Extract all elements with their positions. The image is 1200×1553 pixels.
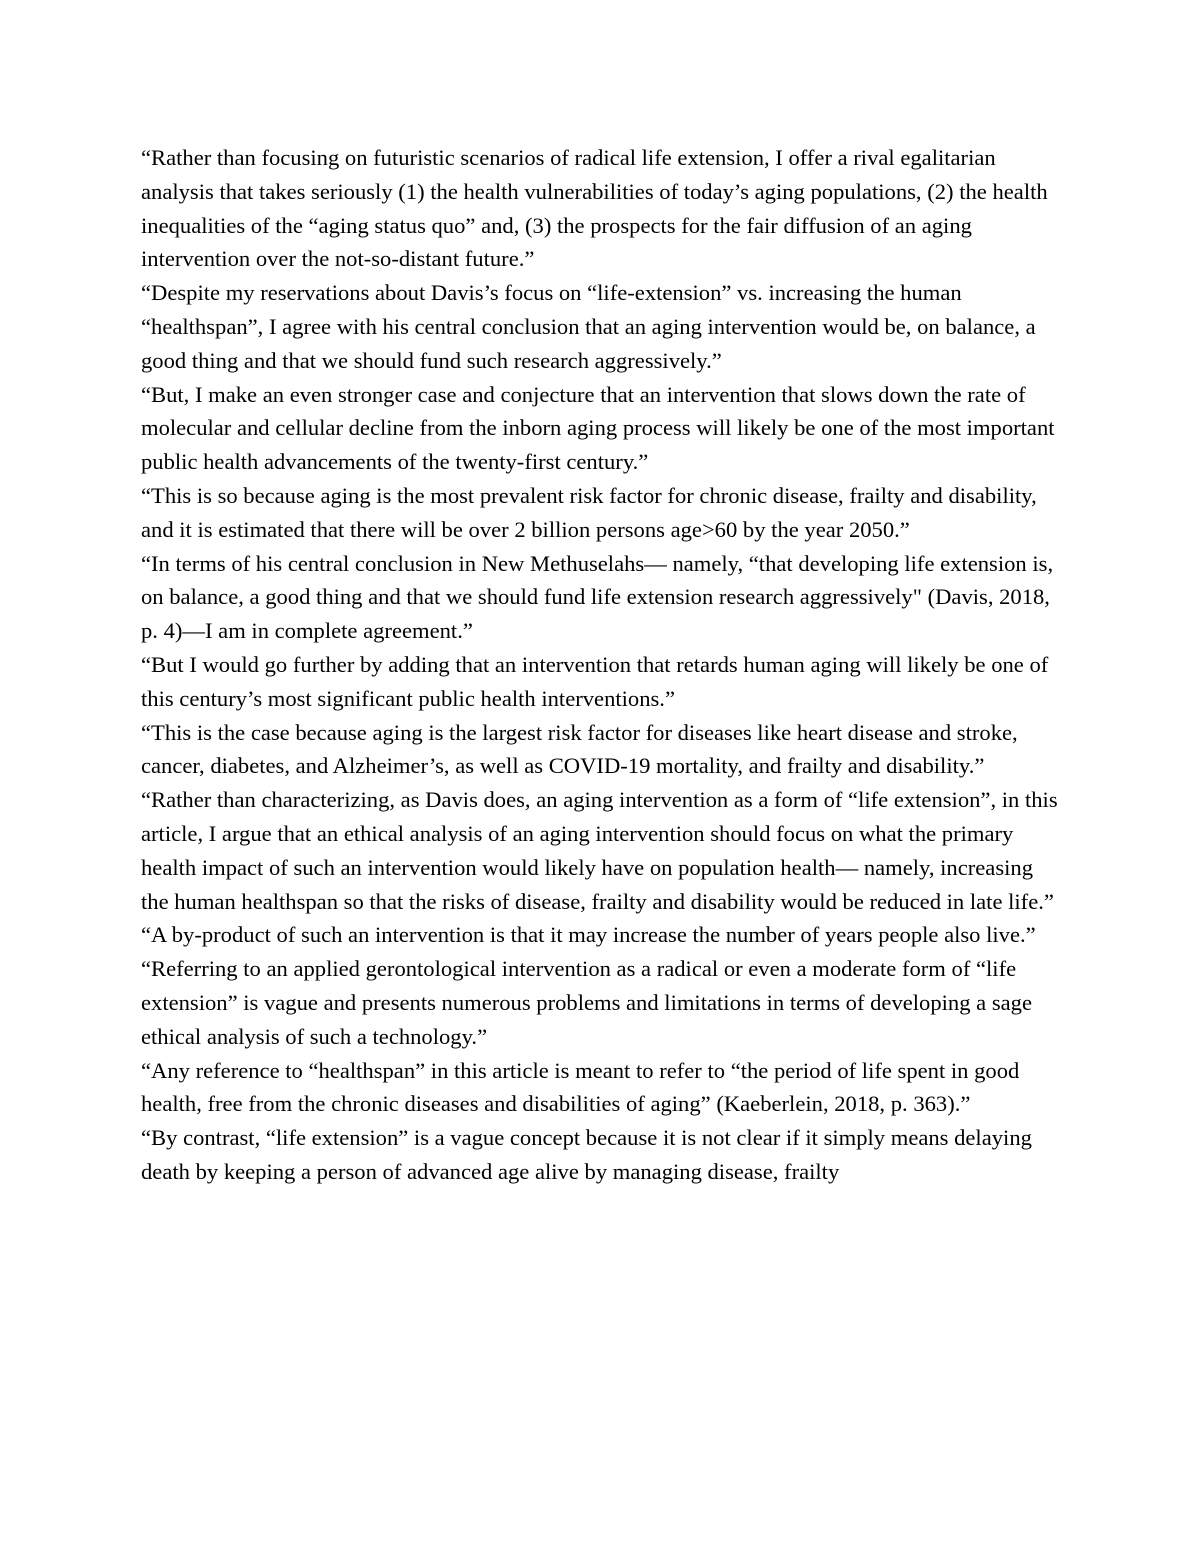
paragraph-2: “Despite my reservations about Davis’s focus on “life-extension” vs. increasing the human “healthspan”, I agree with his central conclusion that an aging intervention would be, on balance, a good thing and that we should fund such research aggressively.” — [141, 280, 1036, 373]
paragraph-7: “This is the case because aging is the largest risk factor for diseases like heart disease and stroke, cancer, diabetes, and Alzheimer’s, as well as COVID-19 mortality, and frailty and disability.” — [141, 719, 1018, 779]
paragraph-5: “In terms of his central conclusion in New Methuselahs— namely, “that developing life extension is, on balance, a good thing and that we should fund life extension research aggressively" (Davis, 2018, p. 4)—I am in complete agreement.” — [141, 550, 1054, 644]
paragraph-4: “This is so because aging is the most prevalent risk factor for chronic disease, frailty and disability, and it is estimated that there will be over 2 billion persons age>60 by the year 2050.” — [141, 482, 1037, 542]
paragraph-8: “Rather than characterizing, as Davis does, an aging intervention as a form of “life extension”, in this article, I argue that an ethical analysis of an aging intervention should focus on what the primary health impact of such an intervention would likely have on population health— namely, increasing the human healthspan so that the risks of disease, frailty and disability would be reduced in late life.” — [141, 787, 1058, 914]
paragraph-9: “A by-product of such an intervention is that it may increase the number of years people also live.” — [141, 922, 1036, 948]
paragraph-6: “But I would go further by adding that an intervention that retards human aging will likely be one of this century’s most significant public health interventions.” — [141, 651, 1049, 711]
paragraph-12: “By contrast, “life extension” is a vague concept because it is not clear if it simply means delaying death by keeping a person of advanced age alive by managing disease, frailty — [141, 1125, 1032, 1184]
paragraph-1: “Rather than focusing on futuristic scenarios of radical life extension, I offer a rival egalitarian analysis that takes seriously (1) the health vulnerabilities of today’s aging populations, (2) the health inequalities of the “aging status quo” and, (3) the prospects for the fair diffusion of an aging intervention over the not-so-distant future.” — [141, 145, 1048, 272]
paragraph-10: “Referring to an applied gerontological intervention as a radical or even a moderate form of “life extension” is vague and presents numerous problems and limitations in terms of developing a sage ethical analysis of such a technology.” — [141, 956, 1032, 1049]
document-body — [141, 141, 1066, 1189]
paragraph-3: “But, I make an even stronger case and conjecture that an intervention that slows down the rate of molecular and cellular decline from the inborn aging process will likely be one of the most important public health advancements of the twenty-first century.” — [141, 381, 1055, 475]
paragraph-11: “Any reference to “healthspan” in this article is meant to refer to “the period of life spent in good health, free from the chronic diseases and disabilities of aging” (Kaeberlein, 2018, p. 363).” — [141, 1057, 1020, 1117]
